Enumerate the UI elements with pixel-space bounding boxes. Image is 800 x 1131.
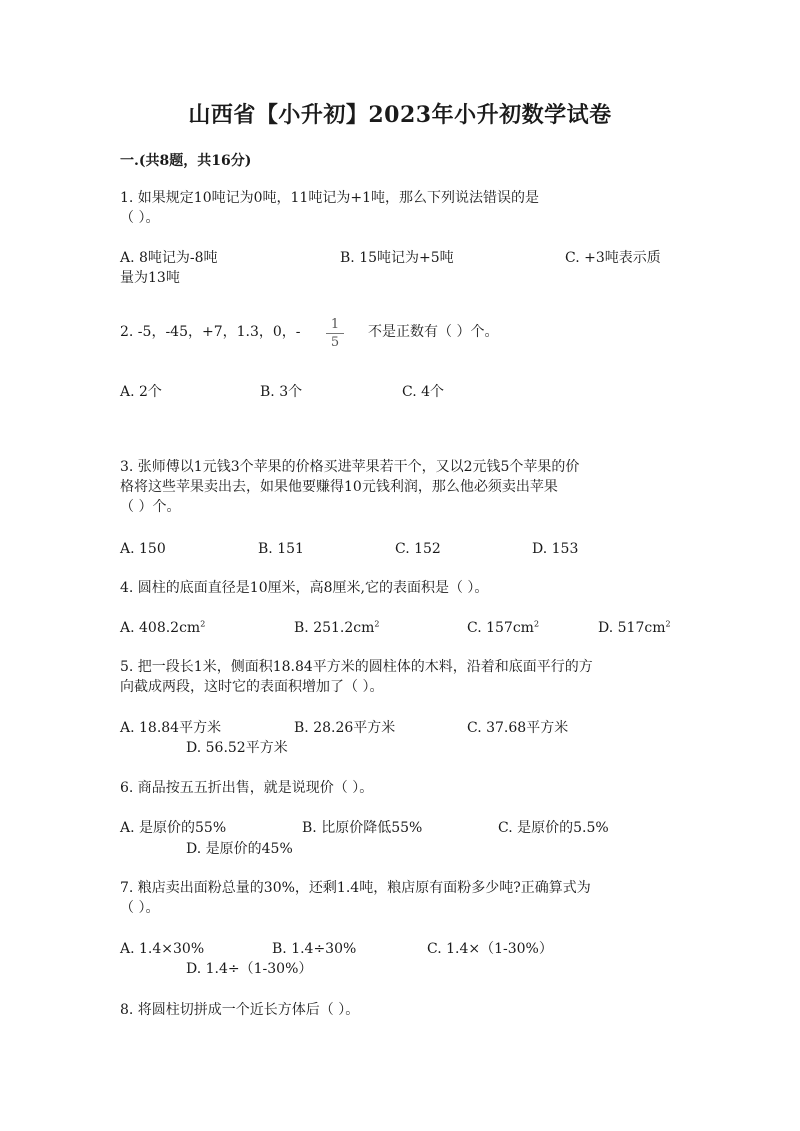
option-a: A. 8吨记为-8吨 [120, 250, 218, 266]
question-text: （ ）。 [120, 210, 160, 226]
question-5 [120, 657, 680, 697]
option-a: A. 150 [120, 541, 166, 557]
option-text: B. 251.2cm [294, 620, 375, 636]
fraction [326, 317, 344, 350]
unit-superscript: 2 [200, 619, 206, 629]
option-a: A. 2个 [120, 384, 162, 400]
option-b: B. 15吨记为+5吨 [340, 250, 454, 266]
page-title: 山西省【小升初】2023年小升初数学试卷 [188, 102, 612, 128]
option-d: D. 1.4÷（1-30%） [186, 961, 313, 977]
question-text: （ ）个。 [120, 499, 181, 515]
option-b: B. 151 [258, 541, 304, 557]
unit-superscript: 2 [665, 619, 671, 629]
question-text: 格将这些苹果卖出去，如果他要赚得10元钱利润，那么他必须卖出苹果 [120, 479, 558, 495]
option-b [294, 618, 379, 638]
option-c [467, 618, 539, 638]
option-b: B. 3个 [260, 384, 303, 400]
option-a [120, 618, 205, 638]
question-text: （ ）。 [120, 900, 160, 916]
unit-superscript: 2 [374, 619, 380, 629]
option-b: B. 28.26平方米 [294, 720, 396, 736]
option-a: A. 是原价的55% [120, 820, 227, 836]
option-a: A. 1.4×30% [120, 941, 205, 957]
option-b: B. 比原价降低55% [302, 820, 423, 836]
question-text: 向截成两段，这时它的表面积增加了（ ）。 [120, 679, 384, 695]
option-a: A. 18.84平方米 [120, 720, 222, 736]
question-6 [120, 778, 680, 798]
question-2-text: 2. -5，-45，+7，1.3，0，- [120, 324, 301, 340]
option-c: C. 4个 [402, 384, 445, 400]
fraction-bar [326, 333, 344, 334]
option-c: C. 1.4×（1-30%） [427, 941, 553, 957]
question-text: 3. 张师傅以1元钱3个苹果的价格买进苹果若干个，又以2元钱5个苹果的价 [120, 459, 580, 475]
question-text: 8. 将圆柱切拼成一个近长方体后（ ）。 [120, 1002, 360, 1018]
question-3 [120, 457, 680, 517]
fraction-denominator: 5 [330, 335, 340, 350]
question-7 [120, 878, 680, 918]
option-c: C. 152 [395, 541, 441, 557]
option-d [598, 618, 671, 638]
option-text: C. 157cm [467, 620, 534, 636]
question-text: 6. 商品按五五折出售，就是说现价（ ）。 [120, 780, 374, 796]
question-text: 7. 粮店卖出面粉总量的30%，还剩1.4吨，粮店原有面粉多少吨?正确算式为 [120, 880, 591, 896]
question-8 [120, 1000, 680, 1020]
option-text: D. 517cm [598, 620, 666, 636]
question-2-text-end: 不是正数有（ ）个。 [368, 324, 499, 340]
option-b: B. 1.4÷30% [272, 941, 357, 957]
option-text: A. 408.2cm [120, 620, 201, 636]
question-text: 5. 把一段长1米，侧面积18.84平方米的圆柱体的木料，沿着和底面平行的方 [120, 659, 593, 675]
option-c: C. 是原价的5.5% [498, 820, 609, 836]
question-4 [120, 578, 680, 598]
option-d: D. 153 [532, 541, 579, 557]
question-text: 4. 圆柱的底面直径是10厘米，高8厘米,它的表面积是（ ）。 [120, 580, 489, 596]
question-text: 1. 如果规定10吨记为0吨，11吨记为+1吨，那么下列说法错误的是 [120, 190, 539, 206]
option-d: D. 是原价的45% [186, 841, 293, 857]
unit-superscript: 2 [533, 619, 540, 629]
option-c-continued: 量为13吨 [120, 270, 180, 286]
option-d: D. 56.52平方米 [186, 740, 288, 756]
question-1 [120, 188, 680, 228]
section-heading: 一.(共8题，共16分) [120, 153, 252, 169]
option-c: C. 37.68平方米 [467, 720, 569, 736]
option-c: C. +3吨表示质 [565, 250, 661, 266]
fraction-numerator: 1 [330, 317, 340, 332]
